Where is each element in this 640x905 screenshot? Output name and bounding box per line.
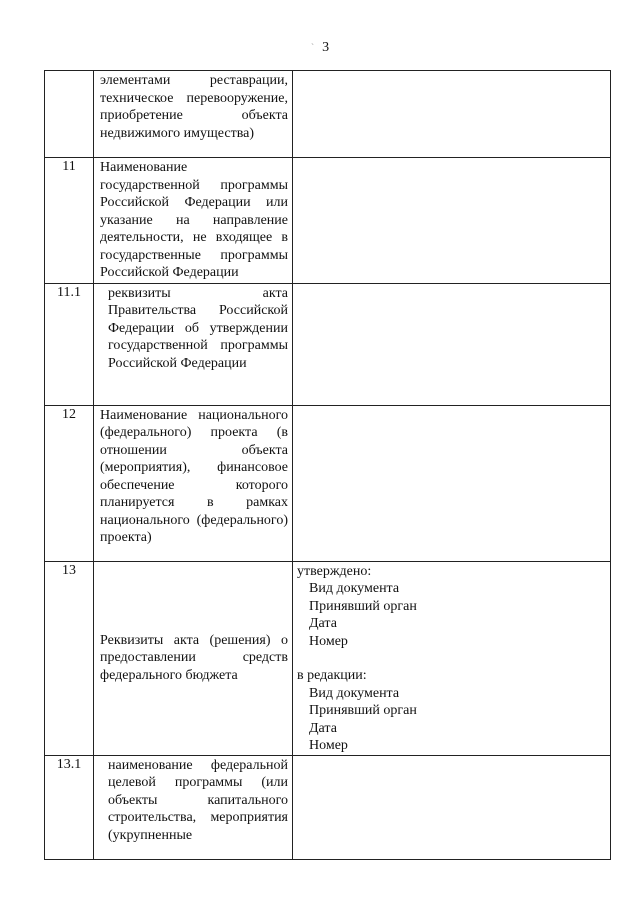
- edition-issuer: Принявший орган: [309, 703, 417, 718]
- approved-doc-type: Вид документа: [309, 581, 400, 596]
- row-description: [94, 561, 293, 755]
- value-cell[interactable]: [293, 561, 611, 755]
- edition-number: Номер: [309, 738, 348, 753]
- value-cell[interactable]: [293, 755, 611, 859]
- row-number: 12: [45, 405, 94, 561]
- page-number: 3: [322, 40, 330, 55]
- table-row: [45, 561, 611, 755]
- edition-heading: в редакции:: [297, 668, 367, 683]
- requisites-block: [293, 562, 610, 755]
- description-text: Реквизиты акта (решения) о предоставлении средств федерального бюджета: [100, 632, 288, 683]
- row-description: [94, 405, 293, 561]
- description-text: Наименование национального (федерального) проекта (в отношении объекта (мероприятия), финансовое обеспечение которого планируется в рамках национального (федерального) проекта): [100, 407, 288, 545]
- form-table: [44, 70, 611, 860]
- table-row: [45, 158, 611, 284]
- value-cell[interactable]: [293, 405, 611, 561]
- approved-heading: утверждено:: [297, 563, 372, 579]
- page-number-header: [0, 40, 640, 56]
- scan-mark: `: [310, 43, 315, 54]
- row-number: 13.1: [45, 755, 94, 859]
- approved-issuer: Принявший орган: [309, 598, 417, 614]
- description-text: элементами реставрации, техническое перевооружение, приобретение объекта недвижимого имущества): [100, 73, 288, 141]
- spacer: [297, 650, 606, 667]
- value-cell[interactable]: [293, 158, 611, 284]
- description-text: наименование федеральной целевой программы (или объекты капитального строительства, мероприятия (укрупненные: [108, 757, 288, 843]
- table-row: [45, 71, 611, 158]
- row-description: [94, 71, 293, 158]
- row-number: 11: [45, 158, 94, 284]
- approved-number: Номер: [309, 633, 348, 649]
- table-row: [45, 755, 611, 859]
- value-cell[interactable]: [293, 283, 611, 405]
- table-row: [45, 283, 611, 405]
- row-number: [45, 71, 94, 158]
- table-row: [45, 405, 611, 561]
- row-number: 13: [45, 561, 94, 755]
- value-cell[interactable]: [293, 71, 611, 158]
- row-description: [94, 755, 293, 859]
- row-number: 11.1: [45, 283, 94, 405]
- description-text: реквизиты акта Правительства Российской Федерации об утверждении государственной программы Российской Федерации: [108, 285, 288, 371]
- row-description: [94, 158, 293, 284]
- edition-date: Дата: [309, 720, 337, 736]
- approved-date: Дата: [309, 616, 337, 631]
- edition-doc-type: Вид документа: [309, 685, 400, 701]
- description-text: Наименование государственной программы Российской Федерации или указание на направление деятельности, не входящее в государственные программы Российской Федерации: [100, 160, 288, 280]
- row-description: [94, 283, 293, 405]
